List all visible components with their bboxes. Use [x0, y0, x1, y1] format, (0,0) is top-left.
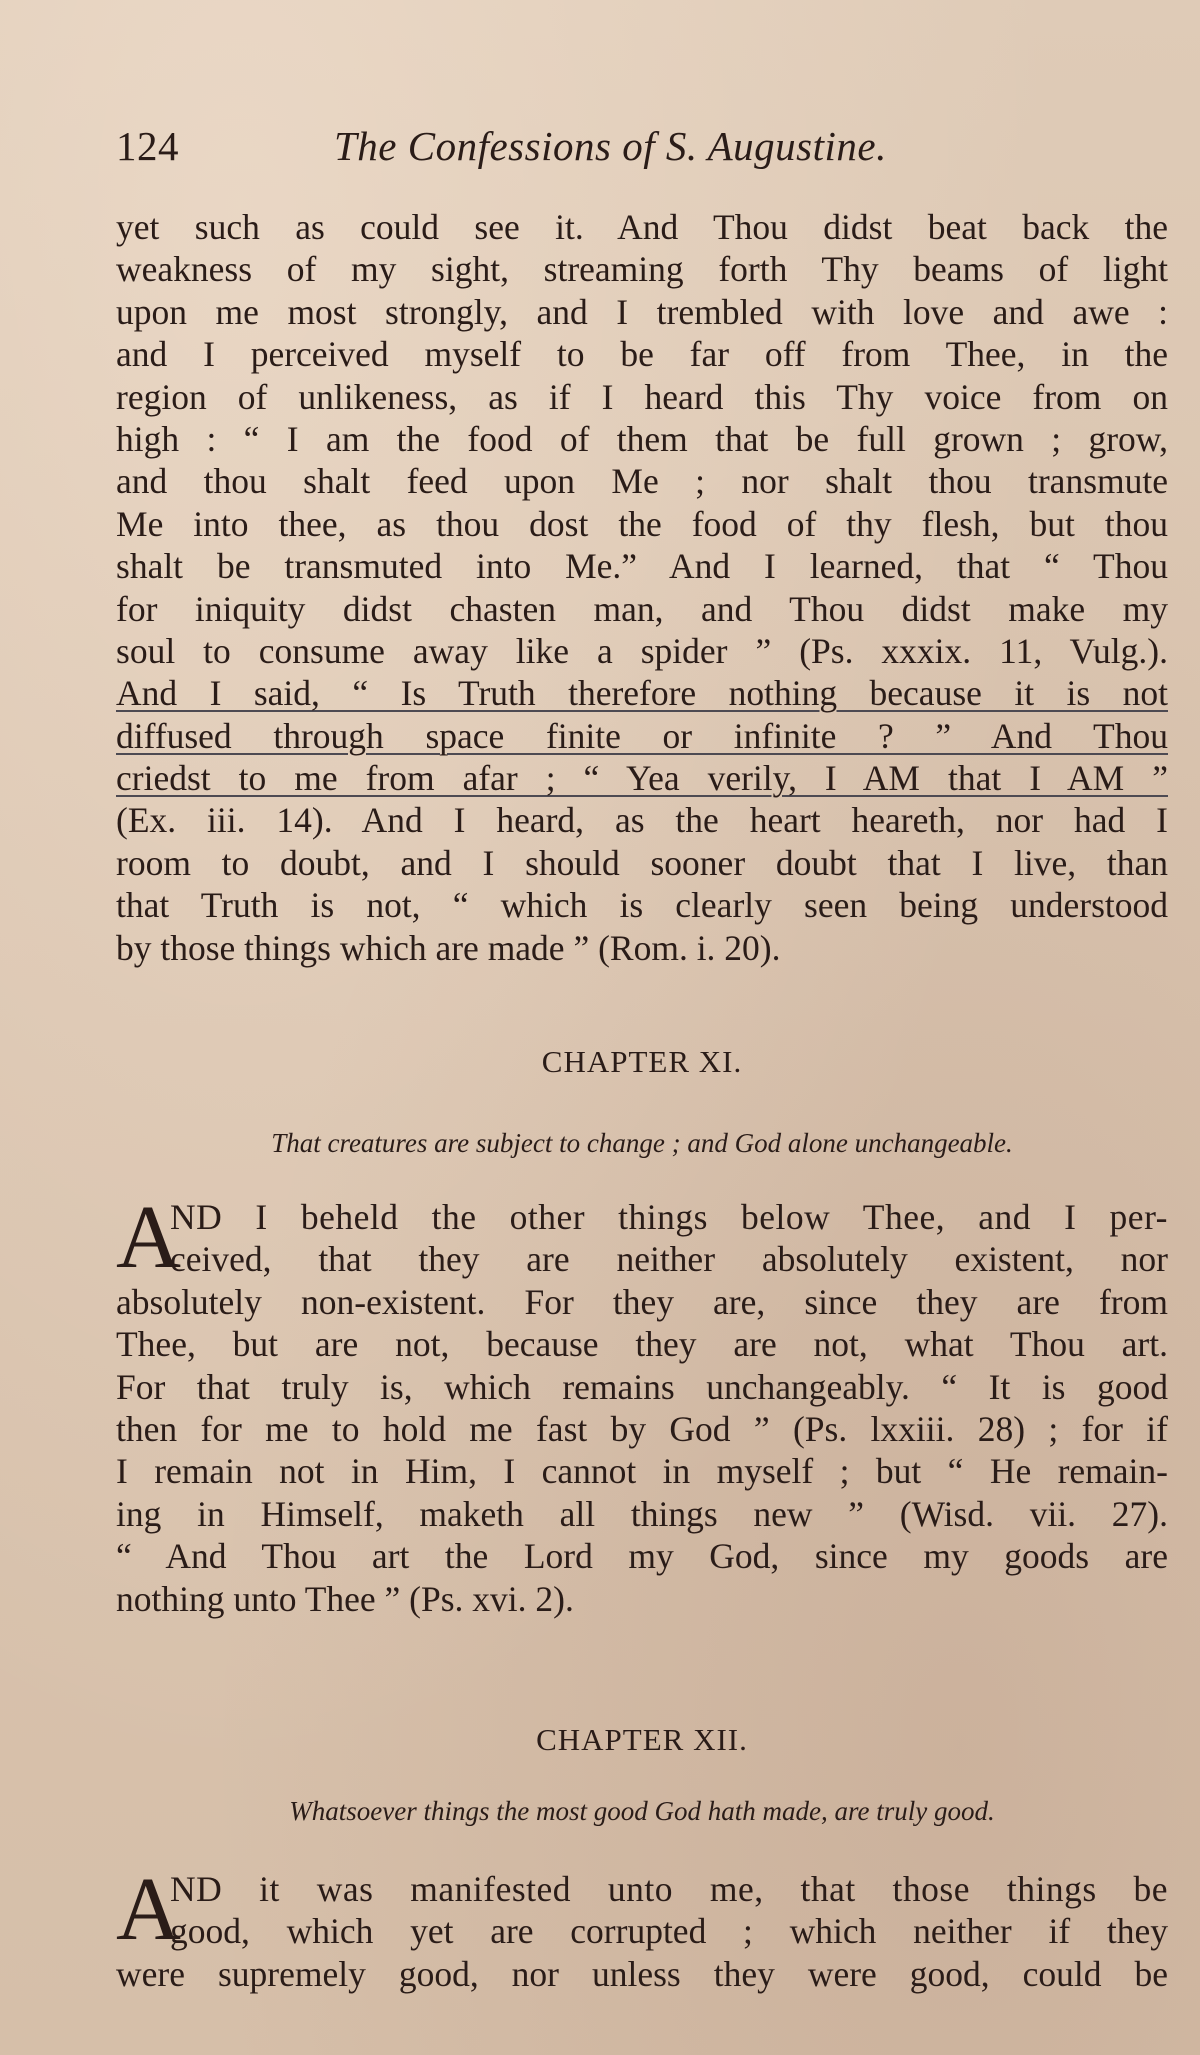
- body-line: nothing unto Thee ” (Ps. xvi. 2).: [116, 1578, 574, 1619]
- body-line: weakness of my sight, streaming forth Thy beams of light: [116, 249, 1168, 290]
- body-line: room to doubt, and I should sooner doubt that I live, than: [116, 842, 1168, 883]
- chapter-xi-subtitle: That creatures are subject to change ; and God alone unchangeable.: [271, 1128, 1013, 1158]
- body-line: and I perceived myself to be far off from Thee, in the: [116, 334, 1168, 375]
- body-line: ceived, that they are neither absolutely existent, nor: [170, 1239, 1168, 1280]
- body-line: upon me most strongly, and I trembled with love and awe :: [116, 291, 1168, 332]
- body-line: shalt be transmuted into Me.” And I learned, that “ Thou: [116, 546, 1168, 587]
- chapter-xii-subtitle: Whatsoever things the most good God hath made, are truly good.: [289, 1796, 995, 1826]
- body-line: yet such as could see it. And Thou didst beat back the: [116, 207, 1168, 247]
- chapter-xii-heading: CHAPTER XII.: [536, 1722, 748, 1757]
- body-line: Me into thee, as thou dost the food of thy flesh, but thou: [116, 503, 1168, 544]
- running-head-title: The Confessions of S. Augustine.: [334, 123, 887, 169]
- body-line: I remain not in Him, I cannot in myself ; but “ He remain-: [116, 1451, 1168, 1492]
- body-line: and thou shalt feed upon Me ; nor shalt thou transmute: [116, 461, 1168, 502]
- body-line: absolutely non-existent. For they are, since they are from: [116, 1281, 1168, 1322]
- body-line: Thee, but are not, because they are not, what Thou art.: [116, 1324, 1168, 1365]
- body-line: (Ex. iii. 14). And I heard, as the heart heareth, nor had I: [116, 800, 1168, 841]
- chapter-xi-paragraph: [116, 1188, 1168, 1620]
- underlined-body-line: diffused through space finite or infinite ? ” And Thou: [116, 715, 1168, 756]
- body-line: ND it was manifested unto me, that those things be: [170, 1869, 1168, 1909]
- body-line: For that truly is, which remains unchangeably. “ It is good: [116, 1366, 1168, 1407]
- body-line: ing in Himself, maketh all things new ” (Wisd. vii. 27).: [116, 1493, 1168, 1534]
- body-line: region of unlikeness, as if I heard this Thy voice from on: [116, 376, 1168, 417]
- chapter-xii-paragraph: [116, 1860, 1168, 1995]
- body-line: high : “ I am the food of them that be full grown ; grow,: [116, 418, 1168, 459]
- continued-paragraph: [116, 206, 1168, 969]
- body-line: for iniquity didst chasten man, and Thou didst make my: [116, 588, 1168, 629]
- body-line: good, which yet are corrupted ; which neither if they: [170, 1911, 1168, 1952]
- chapter-xi-heading: CHAPTER XI.: [541, 1044, 743, 1079]
- body-line: then for me to hold me fast by God ” (Ps. lxxiii. 28) ; for if: [116, 1408, 1168, 1449]
- body-line: by those things which are made ” (Rom. i. 20).: [116, 927, 781, 968]
- body-line: were supremely good, nor unless they were good, could be: [116, 1953, 1168, 1994]
- body-line: ND I beheld the other things below Thee, and I per-: [170, 1197, 1168, 1237]
- drop-cap: A: [116, 1860, 181, 1959]
- page-number: 124: [116, 123, 179, 169]
- body-line: that Truth is not, “ which is clearly seen being understood: [116, 885, 1168, 926]
- underlined-body-line: criedst to me from afar ; “ Yea verily, I AM that I AM ”: [116, 758, 1168, 799]
- drop-cap: A: [116, 1188, 181, 1287]
- body-line: “ And Thou art the Lord my God, since my goods are: [116, 1536, 1168, 1577]
- running-head: [112, 112, 1172, 172]
- body-line: soul to consume away like a spider ” (Ps. xxxix. 11, Vulg.).: [116, 630, 1168, 671]
- underlined-body-line: And I said, “ Is Truth therefore nothing because it is not: [116, 673, 1168, 714]
